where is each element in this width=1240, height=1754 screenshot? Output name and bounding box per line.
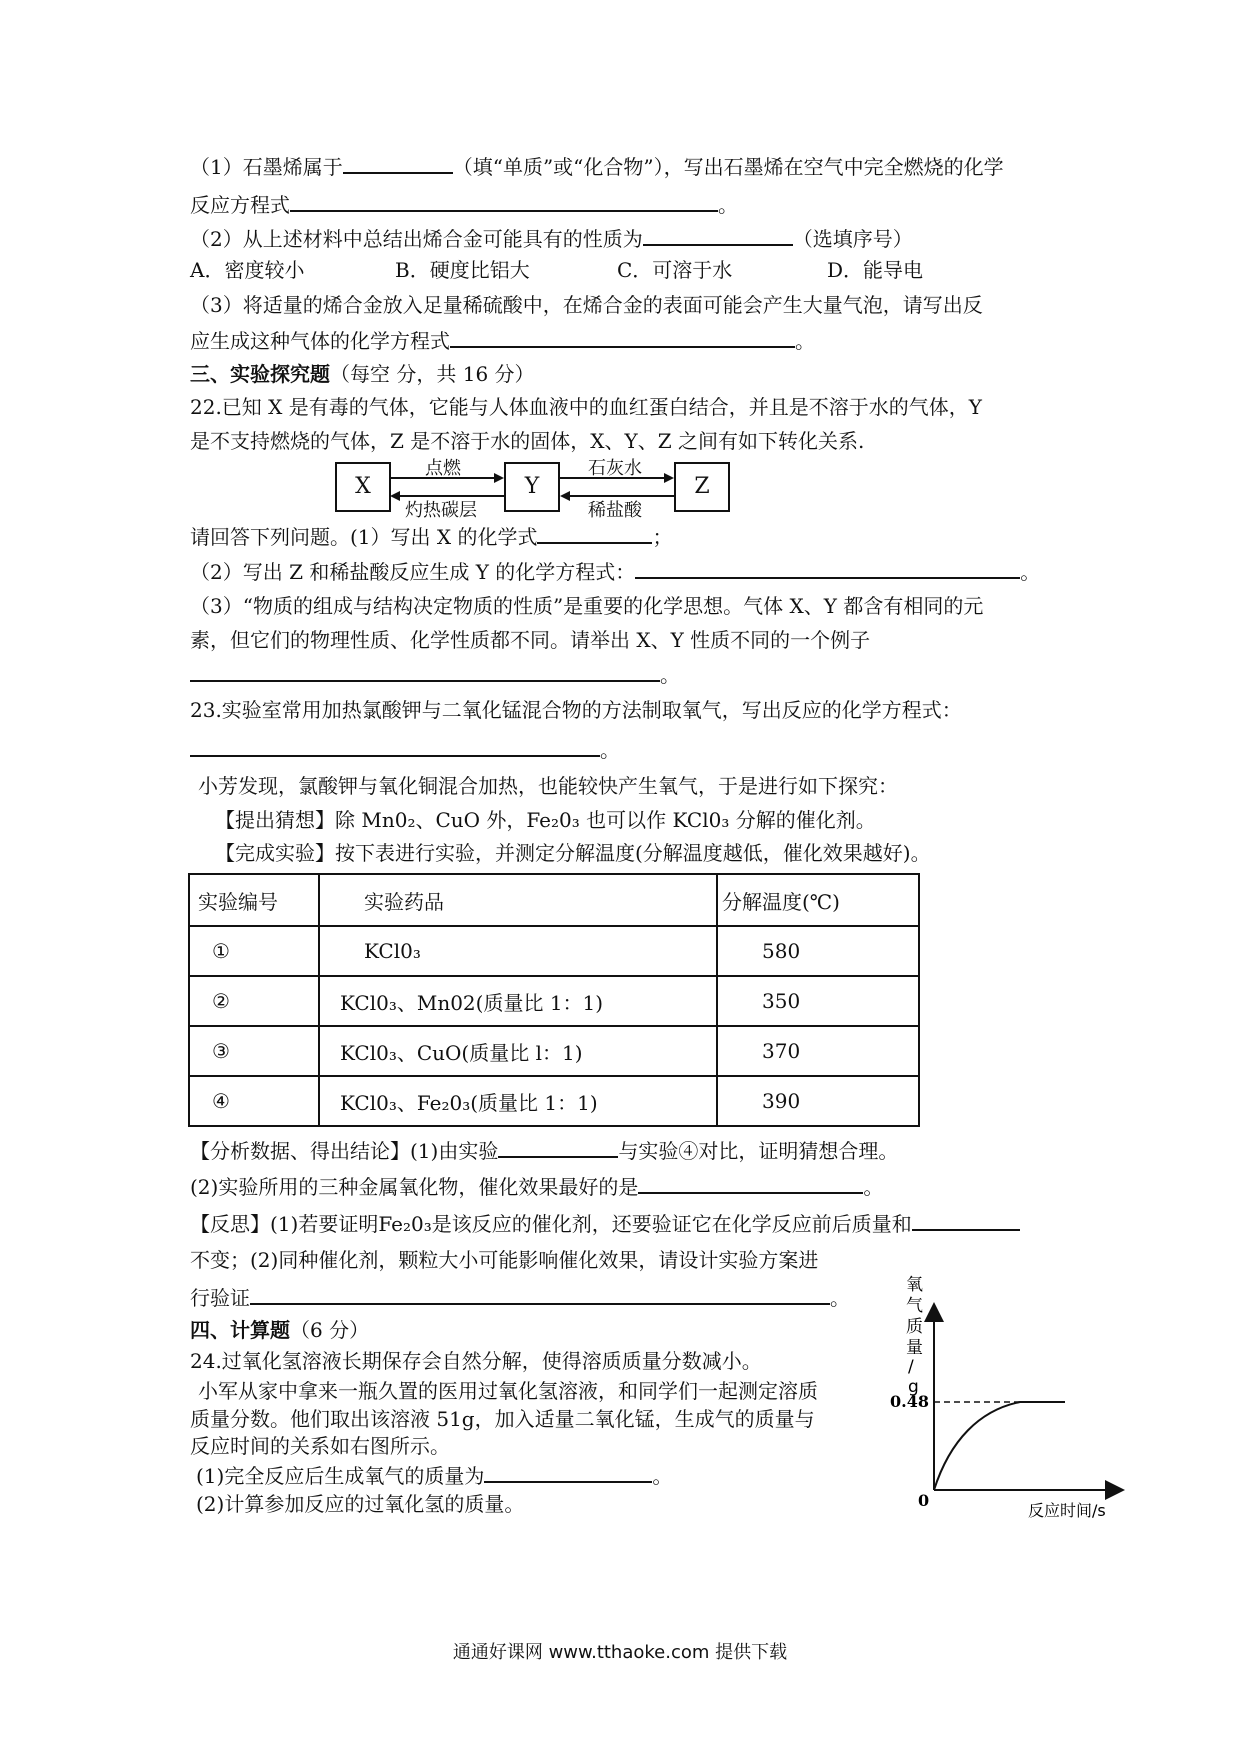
q24-line5: (1)完全反应后生成氧气的质量为 。 [196, 1461, 672, 1490]
blank[interactable] [290, 190, 718, 212]
cell-temp: 580 [717, 926, 919, 976]
blank[interactable] [250, 1283, 830, 1305]
blank[interactable] [638, 1172, 863, 1194]
footer: 通通好课网 www.tthaoke.com 提供下载 [452, 1642, 788, 1663]
ylabel-char: 氧 [906, 1275, 923, 1295]
q22-part3-line2: 素，但它们的物理性质、化学性质都不同。请举出 X、Y 性质不同的一个例子 [190, 628, 871, 652]
q23-reflect-1: 【反思】(1)若要证明Fe₂0₃是该反应的催化剂，还要验证它在化学反应前后质量和 [190, 1209, 1020, 1238]
label-dilute-hcl: 稀盐酸 [588, 500, 642, 521]
q23-reflect-2: 不变；(2)同种催化剂，颗粒大小可能影响催化效果，请设计实验方案进 [190, 1248, 819, 1272]
oxygen-curve [934, 1402, 1065, 1490]
q24-line2: 小军从家中拿来一瓶久置的医用过氧化氢溶液，和同学们一起测定溶质 [198, 1379, 818, 1403]
cell-reagents: KCl0₃ [319, 926, 717, 976]
cell-id: ① [189, 926, 319, 976]
q21-part3-line1: （3）将适量的烯合金放入足量稀硫酸中，在烯合金的表面可能会产生大量气泡，请写出反 [190, 293, 983, 317]
q23-found: 小芳发现，氯酸钾与氧化铜混合加热，也能较快产生氧气，于是进行如下探究： [198, 774, 898, 798]
q24-line3: 质量分数。他们取出该溶液 51g，加入适量二氧化锰，生成气的质量与 [190, 1407, 815, 1431]
ylabel-char: g [908, 1377, 919, 1397]
q23-analysis-1: 【分析数据、得出结论】(1)由实验 与实验④对比，证明猜想合理。 [190, 1136, 898, 1165]
q23-analysis-2: (2)实验所用的三种金属氧化物，催化效果最好的是 。 [190, 1172, 883, 1201]
header-reagents: 实验药品 [319, 874, 717, 926]
box-y: Y [504, 462, 560, 512]
oxygen-chart [870, 1270, 1140, 1520]
table-header-row [189, 874, 919, 926]
ylabel-char: 气 [906, 1296, 923, 1316]
table-row [189, 1076, 919, 1126]
cell-temp: 370 [717, 1026, 919, 1076]
blank[interactable] [635, 557, 1020, 579]
cell-id: ④ [189, 1076, 319, 1126]
q21-part2: （2）从上述材料中总结出烯合金可能具有的性质为 （选填序号） [190, 224, 913, 253]
blank[interactable] [643, 224, 793, 246]
q22-intro-line2: 是不支持燃烧的气体，Z 是不溶于水的固体，X、Y、Z 之间有如下转化关系. [190, 429, 865, 453]
q22-part2: （2）写出 Z 和稀盐酸反应生成 Y 的化学方程式： 。 [190, 557, 1040, 586]
cell-id: ③ [189, 1026, 319, 1076]
q21-part1-line1: （1）石墨烯属于 （填“单质”或“化合物”），写出石墨烯在空气中完全燃烧的化学 [190, 152, 1004, 181]
cell-reagents: KCl0₃、Mn02(质量比 1：1) [319, 976, 717, 1026]
q21-part1-line2: 反应方程式 。 [190, 190, 738, 219]
blank[interactable] [190, 735, 600, 757]
label-hot-carbon: 灼热碳层 [405, 500, 477, 521]
cell-id: ② [189, 976, 319, 1026]
x-axis-label: 反应时间/s [1028, 1501, 1106, 1520]
ylabel-char: 量 [906, 1338, 923, 1358]
origin-label: 0 [918, 1491, 930, 1510]
q24-line4: 反应时间的关系如右图所示。 [190, 1434, 450, 1458]
q24-line1: 24.过氧化氢溶液长期保存会自然分解，使得溶质质量分数减小。 [190, 1349, 762, 1373]
q23-intro-blank: 。 [190, 735, 620, 764]
blank[interactable] [498, 1136, 618, 1158]
q22-intro-line1: 22.已知 X 是有毒的气体，它能与人体血液中的血红蛋白结合，并且是不溶于水的气体，Y [190, 395, 982, 419]
option-b: B．硬度比铝大 [395, 258, 530, 282]
option-c: C．可溶于水 [617, 258, 733, 282]
header-temp: 分解温度(℃) [717, 874, 919, 926]
experiment-table [188, 873, 920, 1127]
section4-heading: 四、计算题（6 分） [190, 1318, 370, 1342]
blank[interactable] [912, 1209, 1020, 1231]
cell-temp: 350 [717, 976, 919, 1026]
q23-intro: 23.实验室常用加热氯酸钾与二氧化锰混合物的方法制取氧气，写出反应的化学方程式： [190, 698, 962, 722]
box-z: Z [674, 462, 730, 512]
section3-heading: 三、实验探究题（每空 分，共 16 分） [190, 362, 535, 386]
blank[interactable] [484, 1461, 652, 1483]
blank[interactable] [537, 522, 652, 544]
q22-part3-line3: 。 [190, 660, 680, 689]
cell-reagents: KCl0₃、Fe₂0₃(质量比 1：1) [319, 1076, 717, 1126]
q24-line6: (2)计算参加反应的过氧化氢的质量。 [196, 1492, 525, 1516]
option-d: D．能导电 [827, 258, 924, 282]
blank[interactable] [190, 660, 660, 682]
q23-hypothesis: 【提出猜想】除 Mn0₂、CuO 外，Fe₂0₃ 也可以作 KCl0₃ 分解的催化剂。 [215, 808, 876, 832]
q22-part3-line1: （3）“物质的组成与结构决定物质的性质”是重要的化学思想。气体 X、Y 都含有相同的元 [190, 594, 984, 618]
label-limewater: 石灰水 [588, 458, 642, 479]
q22-part1: 请回答下列问题。(1）写出 X 的化学式 ； [190, 522, 672, 551]
ylabel-char: / [908, 1357, 914, 1377]
option-a: A．密度较小 [190, 258, 305, 282]
q23-reflect-3: 行验证 。 [190, 1283, 850, 1312]
q21-part3-line2: 应生成这种气体的化学方程式 。 [190, 326, 815, 355]
blank[interactable] [450, 326, 795, 348]
cell-reagents: KCl0₃、CuO(质量比 l：1) [319, 1026, 717, 1076]
table-row [189, 976, 919, 1026]
label-ignite: 点燃 [425, 458, 461, 479]
blank[interactable] [343, 152, 453, 174]
table-row [189, 926, 919, 976]
table-row [189, 1026, 919, 1076]
q21-options [190, 256, 923, 284]
cell-temp: 390 [717, 1076, 919, 1126]
ylabel-char: 质 [906, 1317, 923, 1337]
header-id: 实验编号 [189, 874, 319, 926]
box-x: X [335, 462, 391, 512]
y-tick-label: 0.48 [890, 1392, 929, 1411]
q23-experiment: 【完成实验】按下表进行实验，并测定分解温度(分解温度越低，催化效果越好)。 [215, 841, 931, 865]
